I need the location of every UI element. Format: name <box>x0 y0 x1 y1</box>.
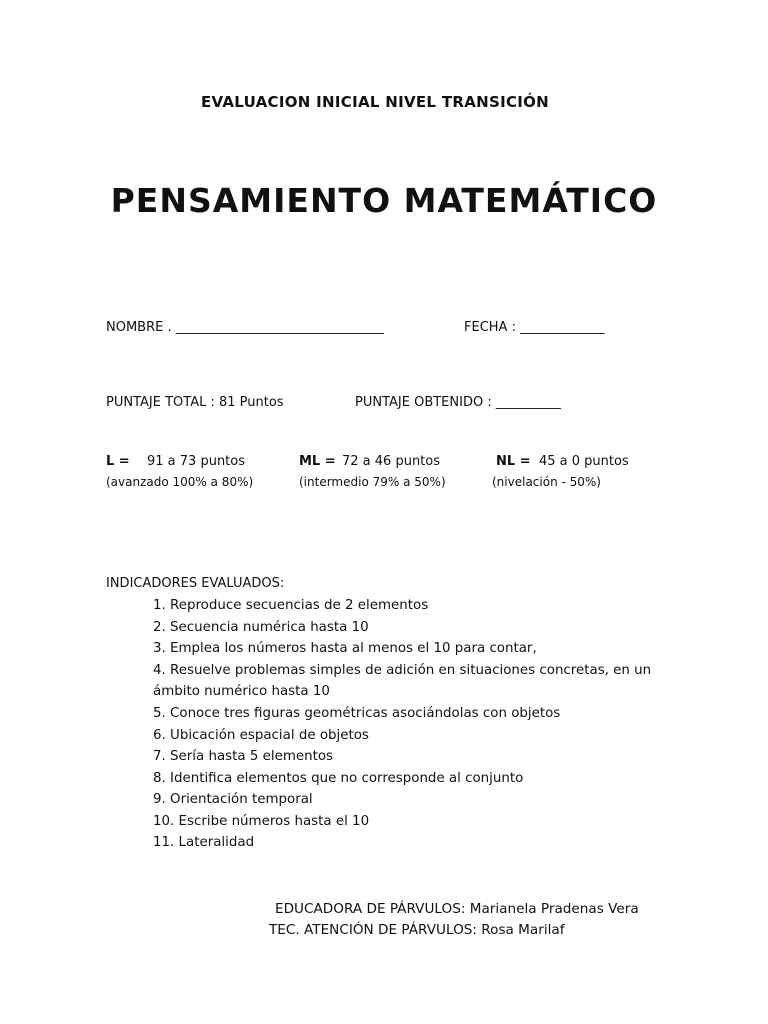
indicator-item: 7. Sería hasta 5 elementos <box>153 749 334 764</box>
level-desc: (nivelación - 50%) <box>492 475 601 489</box>
indicator-item: 2. Secuencia numérica hasta 10 <box>153 620 369 635</box>
tecnico-signature: TEC. ATENCIÓN DE PÁRVULOS: Rosa Marilaf <box>269 922 565 938</box>
indicator-item: 5. Conoce tres figuras geométricas asociándolas con objetos <box>153 706 561 721</box>
level-code: ML = <box>299 454 336 469</box>
indicators-heading: INDICADORES EVALUADOS: <box>106 576 285 591</box>
document-title: PENSAMIENTO MATEMÁTICO <box>110 181 658 220</box>
indicator-item-continuation: ámbito numérico hasta 10 <box>153 684 330 699</box>
indicator-item: 1. Reproduce secuencias de 2 elementos <box>153 598 429 613</box>
level-range: 45 a 0 puntos <box>539 454 629 469</box>
educadora-signature: EDUCADORA DE PÁRVULOS: Marianela Pradenas Vera <box>275 901 639 917</box>
level-code: L = <box>106 454 130 469</box>
indicator-item: 10. Escribe números hasta el 10 <box>153 814 370 829</box>
indicator-item: 4. Resuelve problemas simples de adición en situaciones concretas, en un <box>153 663 652 678</box>
level-code: NL = <box>496 454 531 469</box>
indicator-item: 3. Emplea los números hasta al menos el 10 para contar, <box>153 641 537 656</box>
document-subtitle: EVALUACION INICIAL NIVEL TRANSICIÓN <box>200 93 550 111</box>
nombre-field: NOMBRE . ________________________________ <box>106 320 384 335</box>
level-desc: (intermedio 79% a 50%) <box>299 475 446 489</box>
indicator-item: 6. Ubicación espacial de objetos <box>153 728 369 743</box>
level-desc: (avanzado 100% a 80%) <box>106 475 254 489</box>
puntaje-obtenido-field: PUNTAJE OBTENIDO : __________ <box>355 395 561 410</box>
indicator-item: 11. Lateralidad <box>153 835 255 850</box>
fecha-field: FECHA : _____________ <box>464 320 605 335</box>
indicator-item: 9. Orientación temporal <box>153 792 313 807</box>
puntaje-total: PUNTAJE TOTAL : 81 Puntos <box>106 395 284 410</box>
indicator-item: 8. Identifica elementos que no corresponde al conjunto <box>153 771 524 786</box>
level-range: 91 a 73 puntos <box>147 454 246 469</box>
level-range: 72 a 46 puntos <box>342 454 441 469</box>
